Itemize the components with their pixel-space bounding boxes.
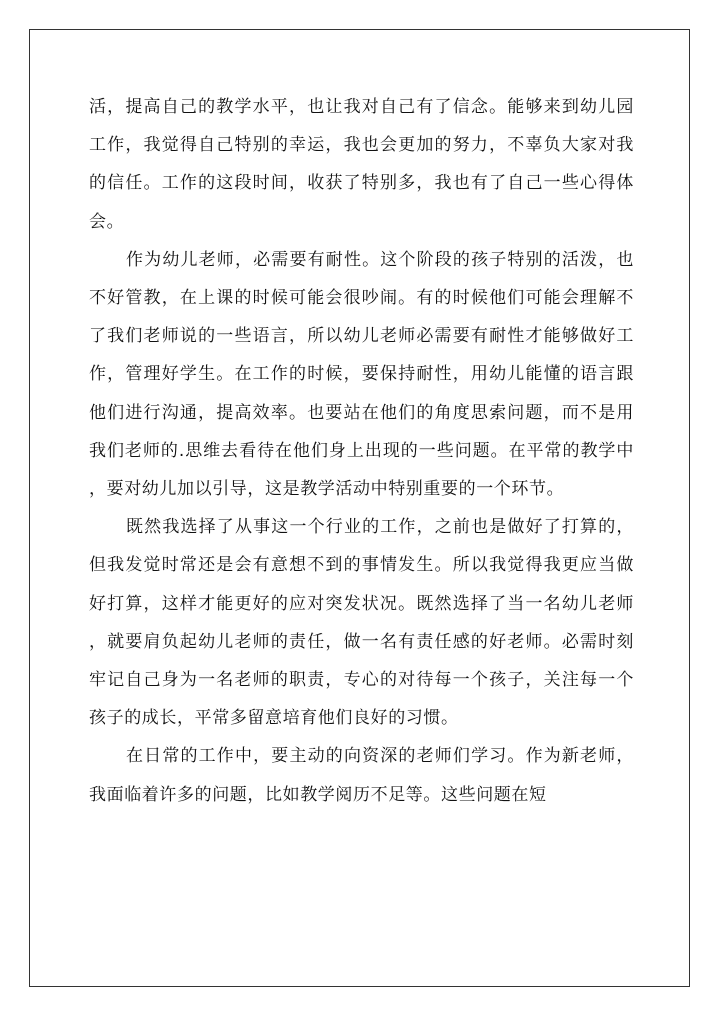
paragraph-1: 活，提高自己的教学水平，也让我对自己有了信念。能够来到幼儿园工作，我觉得自己特别的幸运，我也会更加的努力，不辜负大家对我的信任。工作的这段时间，收获了特别多，我也有了自己一些心得体会。: [89, 97, 634, 232]
paragraph-2: 作为幼儿老师，必需要有耐性。这个阶段的孩子特别的活泼，也不好管教，在上课的时候可能会很吵闹。有的时候他们可能会理解不了我们老师说的一些语言，所以幼儿老师必需要有耐性才能够做好工作，管理好学生。在工作的时候，要保持耐性，用幼儿能懂的语言跟他们进行沟通，提高效率。也要站在他们的角度思索问题，而不是用我们老师的.思维去看待在他们身上出现的一些问题。在平常的教学中，要对幼儿加以引导，这是教学活动中特别重要的一个环节。: [89, 249, 634, 500]
paragraph-4: 在日常的工作中，要主动的向资深的老师们学习。作为新老师，我面临着许多的问题，比如教学阅历不足等。这些问题在短: [89, 746, 634, 805]
document-body: [89, 88, 634, 814]
paragraph-3: 既然我选择了从事这一个行业的工作，之前也是做好了打算的，但我发觉时常还是会有意想不到的事情发生。所以我觉得我更应当做好打算，这样才能更好的应对突发状况。既然选择了当一名幼儿老师，就要肩负起幼儿老师的责任，做一名有责任感的好老师。必需时刻牢记自己身为一名老师的职责，专心的对待每一个孩子，关注每一个孩子的成长，平常多留意培育他们良好的习惯。: [89, 517, 634, 729]
